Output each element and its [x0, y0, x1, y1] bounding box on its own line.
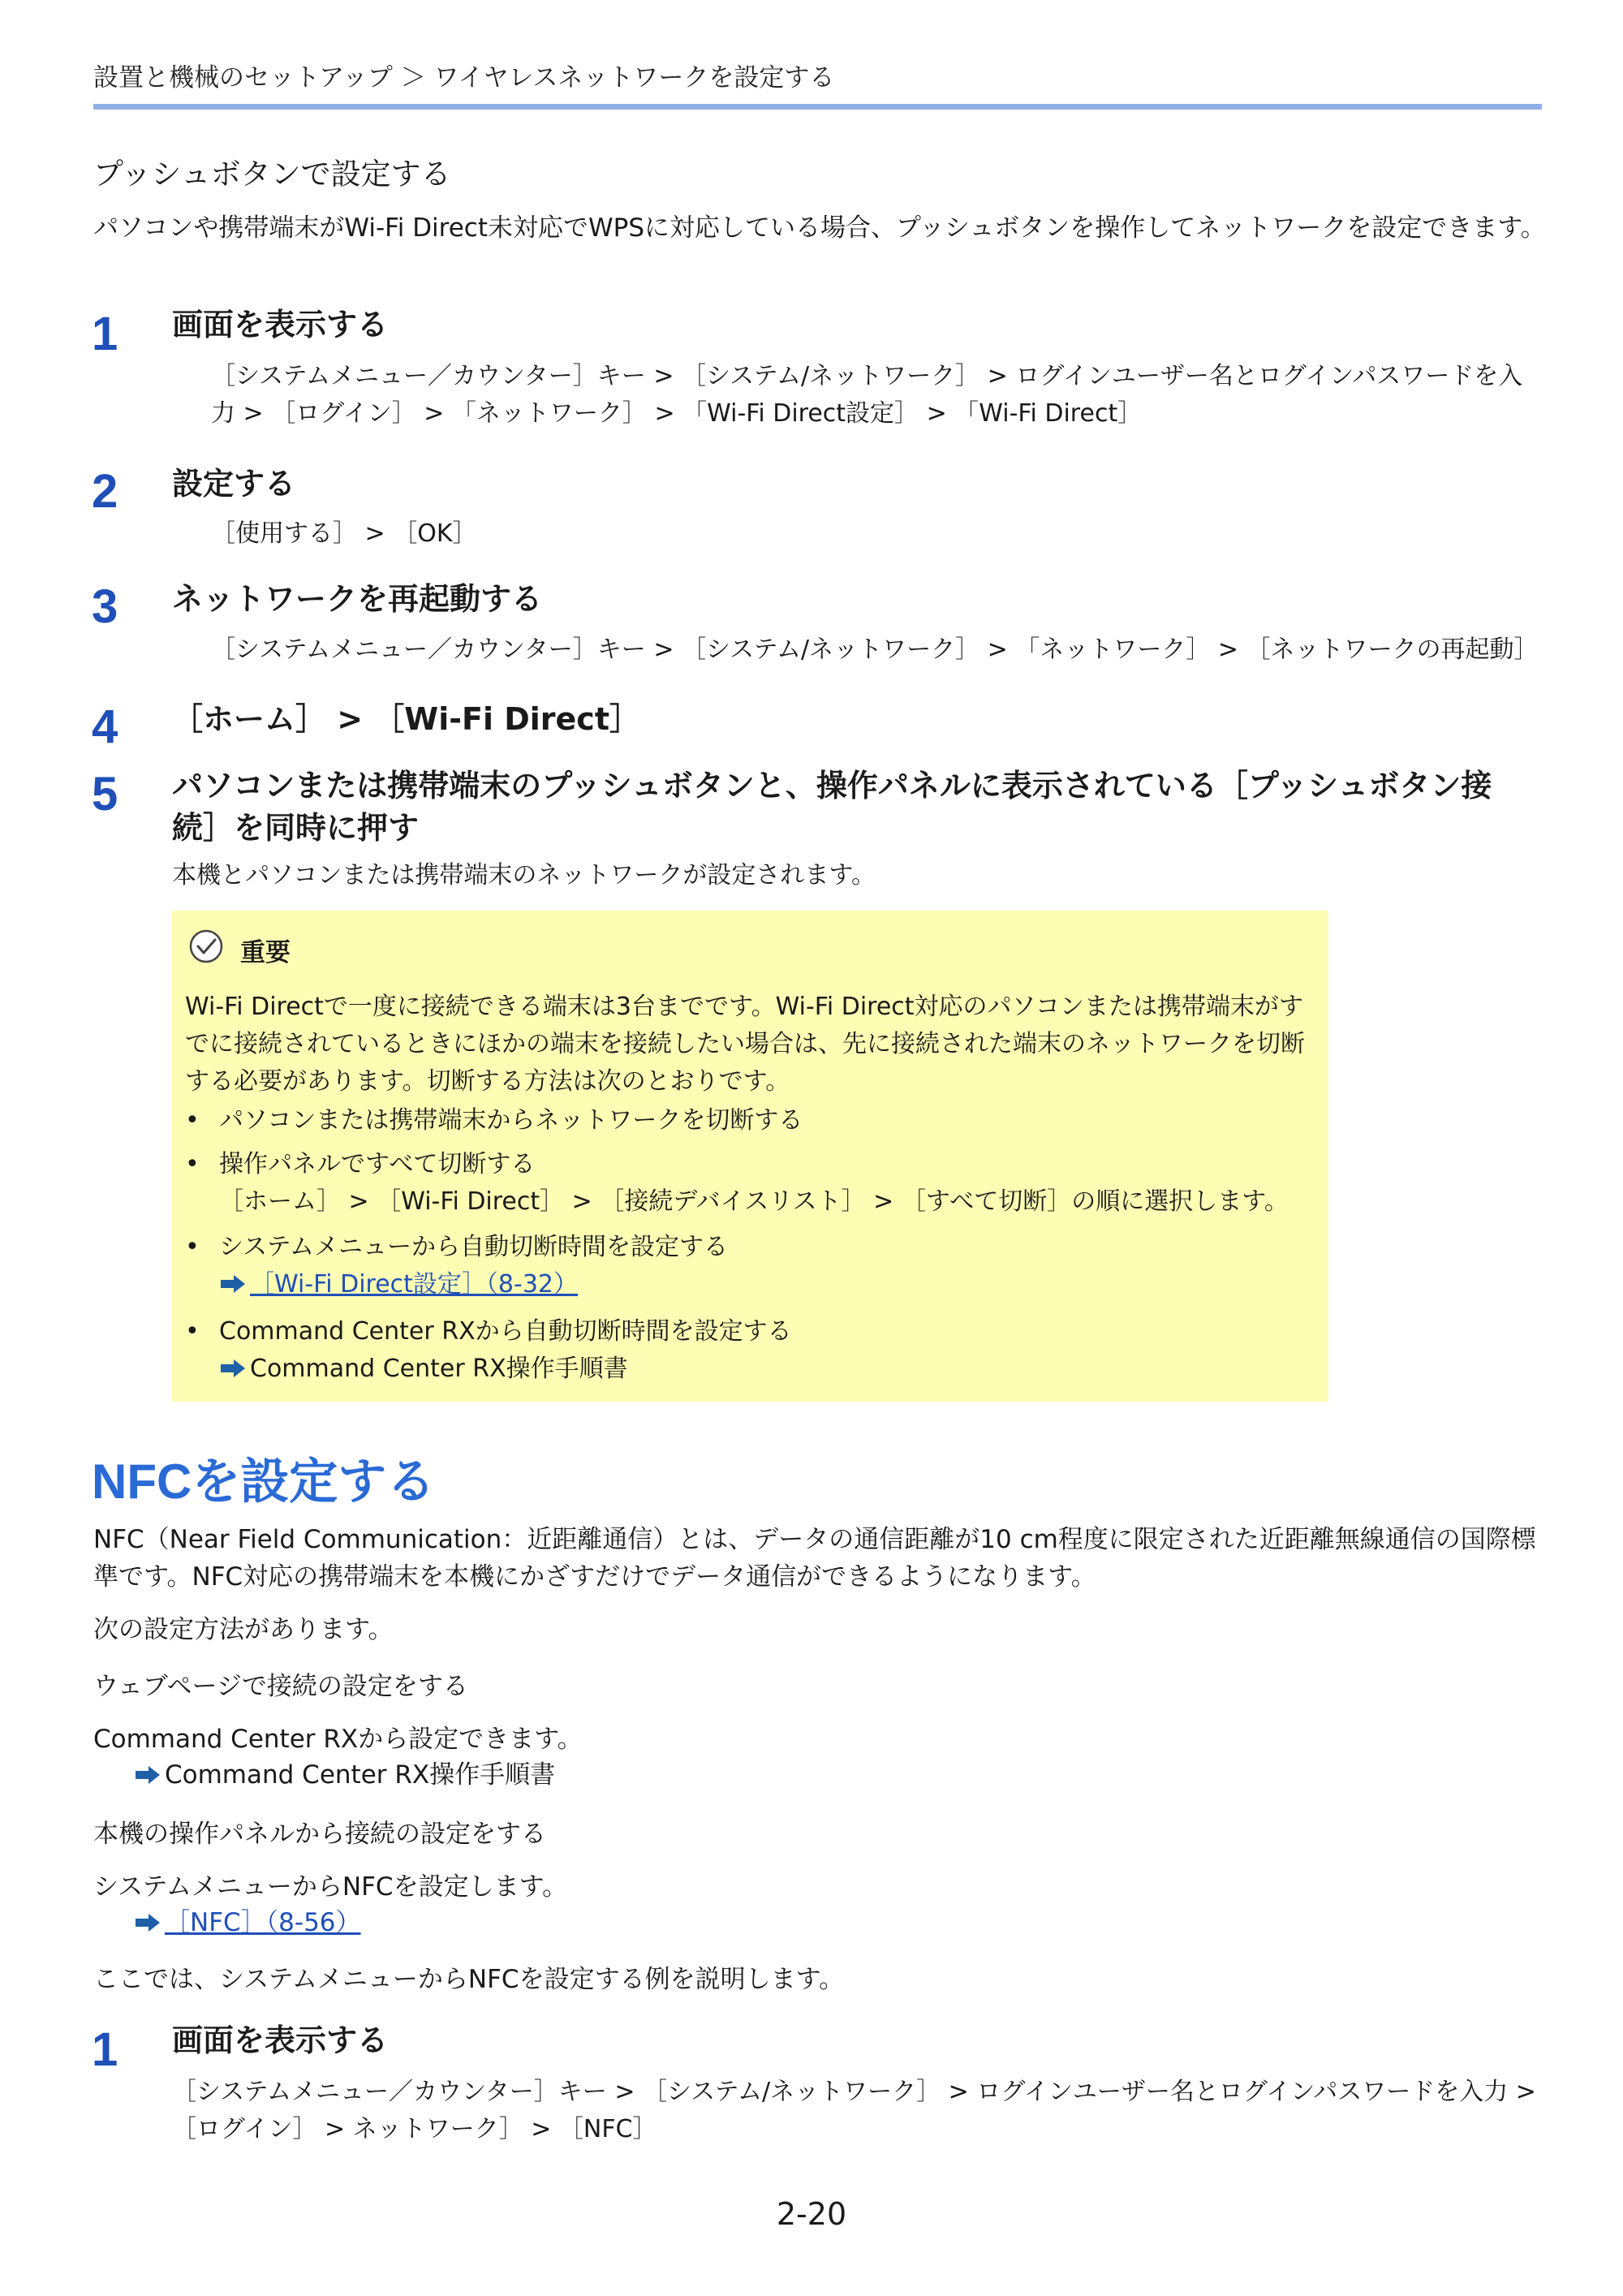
arrow-right-icon: [134, 1764, 161, 1786]
nfc-web-heading: ウェブページで接続の設定をする: [93, 1672, 468, 1701]
nfc-panel-text: システムメニューからNFCを設定します。: [93, 1872, 568, 1902]
step-3-number: 3: [92, 580, 118, 633]
step-2-title: 設定する: [172, 466, 296, 502]
note-item-text: パソコンまたは携帯端末からネットワークを切断する: [219, 1106, 803, 1135]
nfc-step-1-title: 画面を表示する: [172, 2022, 389, 2058]
command-center-guide-ref: Command Center RX操作手順書: [250, 1355, 628, 1383]
bullet: •: [185, 1233, 200, 1261]
step-1-number: 1: [92, 308, 118, 360]
nfc-methods-intro: 次の設定方法があります。: [93, 1615, 394, 1644]
step-1-body: ［システムメニュー／カウンター］キー > ［システム/ネットワーク］ > ログインユーザー名とログインパスワードを入力 > ［ログイン］ > 「ネットワーク］ > 「Wi-Fi Direct設定］ > 「Wi-Fi Direct］: [211, 362, 1523, 428]
nfc-web-text: Command Center RXから設定できます。: [93, 1725, 583, 1754]
note-heading: 重要: [240, 938, 291, 967]
bullet: •: [185, 1106, 200, 1135]
important-note: [172, 911, 1328, 1402]
step-5-body: 本機とパソコンまたは携帯端末のネットワークが設定されます。: [172, 861, 876, 890]
step-5-number: 5: [92, 768, 118, 821]
nfc-section-title: NFCを設定する: [92, 1454, 436, 1509]
note-body: Wi-Fi Directで一度に接続できる端末は3台までです。Wi-Fi Direct対応のパソコンまたは携帯端末がすでに接続されているときにほかの端末を接続したい場合は、先に接続された端末のネットワークを切断する必要があります。切断する方法は次のとおりです。: [185, 993, 1305, 1096]
page-number: 2-20: [776, 2196, 847, 2232]
step-3-body: ［システムメニュー／カウンター］キー > ［システム/ネットワーク］ > 「ネットワーク］ > ［ネットワークの再起動］: [211, 635, 1539, 664]
step-2-number: 2: [92, 465, 118, 518]
step-4-title: ［ホーム］ > ［Wi-Fi Direct］: [172, 701, 640, 737]
arrow-right-icon: [219, 1273, 247, 1294]
nfc-example-text: ここでは、システムメニューからNFCを設定する例を説明します。: [93, 1965, 845, 1994]
arrow-right-icon: [134, 1912, 161, 1933]
nfc-intro: NFC（Near Field Communication：近距離通信）とは、データの通信距離が10 cm程度に限定された近距離無線通信の国際標準です。NFC対応の携帯端末を本機にかざすだけでデータ通信ができるようになります。: [93, 1525, 1536, 1592]
push-section-title: プッシュボタンで設定する: [93, 157, 451, 192]
nfc-step-1-number: 1: [92, 2023, 118, 2076]
note-item-text: システムメニューから自動切断時間を設定する: [219, 1233, 728, 1261]
push-section-intro: パソコンや携帯端末がWi-Fi Direct未対応でWPSに対応している場合、プッシュボタンを操作してネットワークを設定できます。: [93, 213, 1546, 243]
bullet: •: [185, 1317, 200, 1346]
bullet: •: [185, 1150, 200, 1178]
header-rule: [93, 104, 1542, 110]
reference-line: [219, 1350, 628, 1388]
step-1-title: 画面を表示する: [172, 307, 389, 342]
step-3-title: ネットワークを再起動する: [172, 581, 543, 617]
checkmark-icon: [188, 928, 224, 964]
command-center-guide-ref: Command Center RX操作手順書: [165, 1760, 556, 1790]
arrow-right-icon: [219, 1358, 247, 1379]
step-2-body: ［使用する］ > ［OK］: [211, 519, 477, 548]
step-5-title: パソコンまたは携帯端末のプッシュボタンと、操作パネルに表示されている［プッシュボタン接続］を同時に押す: [172, 768, 1492, 846]
reference-line: [134, 1904, 1586, 1941]
nfc-panel-heading: 本機の操作パネルから接続の設定をする: [93, 1820, 546, 1849]
note-item-text: Command Center RXから自動切断時間を設定する: [219, 1317, 792, 1346]
note-item-text: 操作パネルですべて切断する: [219, 1150, 536, 1178]
note-item-sub: ［ホーム］ > ［Wi-Fi Direct］ > ［接続デバイスリスト］ > ［すべて切断］の順に選択します。: [219, 1187, 1289, 1216]
wifi-direct-settings-link[interactable]: ［Wi-Fi Direct設定］（8-32）: [250, 1270, 579, 1299]
reference-line: [134, 1756, 1586, 1794]
nfc-step-1-body: ［システムメニュー／カウンター］キー > ［システム/ネットワーク］ > ログインユーザー名とログインパスワードを入力 > ［ログイン］ > ネットワーク］ > ［NFC］: [172, 2078, 1536, 2143]
step-4-number: 4: [92, 700, 118, 753]
breadcrumb: 設置と機械のセットアップ ＞ ワイヤレスネットワークを設定する: [93, 63, 835, 93]
nfc-settings-link[interactable]: ［NFC］（8-56）: [165, 1908, 361, 1937]
reference-line: [219, 1266, 578, 1303]
